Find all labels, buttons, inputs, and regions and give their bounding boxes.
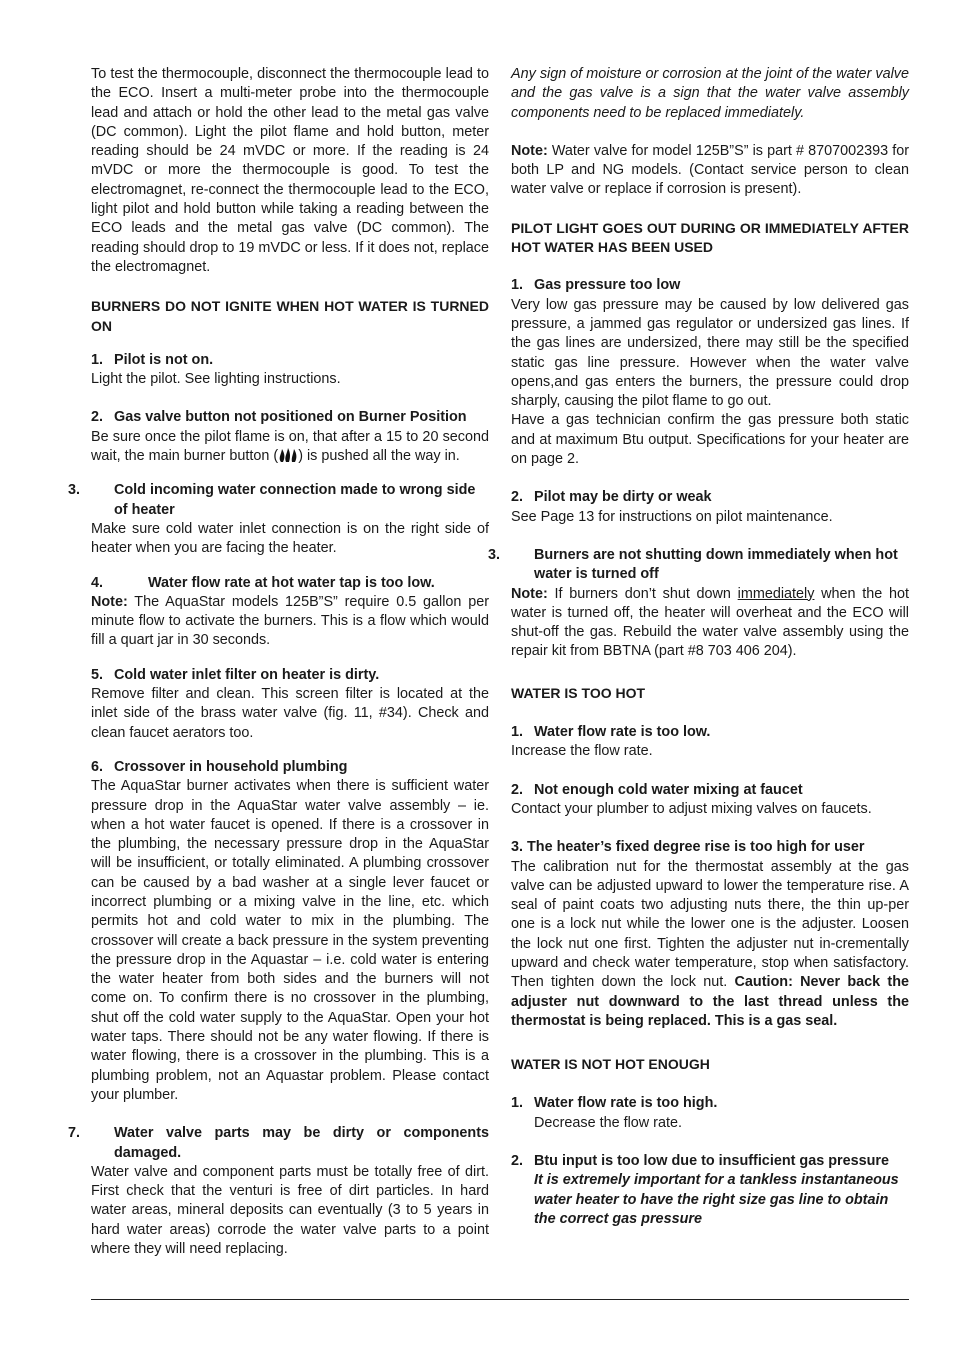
item-heading: 5. Cold water inlet filter on heater is dirty. [91, 666, 380, 683]
item-heading: 3. Burners are not shutting down immediately when hot water is turned off [488, 546, 898, 583]
corrosion-warning: Any sign of moisture or corrosion at the joint of the water valve and the gas valve is a sign that the water valve assembly components need to be replaced immediately. [511, 66, 909, 121]
item-heading: 1. Pilot is not on. [91, 351, 214, 368]
right-column [488, 65, 910, 1229]
item-body: The AquaStar burner activates when there is sufficient water pressure drop in the AquaStar water valve assembly – ie. when a hot water faucet is opened. If there is a crossover in the plumbing, the necessary pressure drop in the AquaStar will be insufficient, or totally eliminated. A plumbing crossover can be caused by a bad washer at a single lever faucet or incorrect plumbing or a mixing valve in the line, etc. which permits hot and cold water to mix in the plumbing. The crossover will create a back pressure in the system preventing the pressure drop in the Aquastar – i.e. cold water is entering the water heater from both sides and the burners will not come on. To confirm there is no crossover in the plumbing, shut off the cold water supply to the AquaStar. Open your hot water taps. There should not be any water flowing. If there is water flowing, there is a crossover in the plumbing. This is a plumbing problem, not an Aquastar problem. Please contact your plumber. [91, 778, 489, 1103]
item-body: Have a gas technician confirm the gas pressure both static and at maximum Btu output. Specifications for your heater are on page 2. [511, 412, 909, 468]
item-heading: 1. Water flow rate is too high. [511, 1095, 718, 1112]
item-heading: 4. Water flow rate at hot water tap is too low. [91, 574, 435, 591]
item-body: Be sure once the pilot flame is on, that after a 15 to 20 second wait, the main burner button ( ) is pushed all the way in. [91, 428, 489, 465]
section-water-not-hot-enough: WATER IS NOT HOT ENOUGH [511, 1056, 710, 1073]
left-column [68, 65, 489, 1259]
item-heading: 3. Cold incoming water connection made to wrong side of heater [68, 482, 476, 518]
item-heading: 1. Gas pressure too low [511, 277, 681, 294]
item-body: Note: If burners don’t shut down immediately when the hot water is turned off, the heater will overheat and the ECO will shut-off the gas. Rebuild the water valve assembly using the repair kit from BBTNA (part #8 703 406 204). [511, 585, 909, 660]
item-body: Contact your plumber to adjust mixing valves on faucets. [511, 800, 872, 817]
burner-flame-icon [278, 448, 298, 463]
item-body: The calibration nut for the thermostat assembly at the gas valve can be adjusted upward to lower the temperature rise. A seal of paint coats two adjusting nuts there, the thin up-per one is a lock nut while the lower one is the adjuster. Loosen the lock nut one first. Tighten the adjuster nut in-crementally upward and check water temperature, stop when satisfactory. Then tighten down the lock nut. Caution: Never back the adjuster nut downward to the last thread unless the thermostat is being replaced. This is a gas seal. [511, 858, 910, 1029]
item-heading: 1. Water flow rate is too low. [511, 724, 711, 741]
item-heading: 3. The heater’s fixed degree rise is too high for user [511, 839, 865, 856]
item-heading: 2. Not enough cold water mixing at faucet [511, 781, 803, 798]
item-body: Light the pilot. See lighting instructions. [91, 371, 341, 388]
item-heading: 2. Pilot may be dirty or weak [511, 489, 712, 506]
water-valve-note: Note: Water valve for model 125B”S” is part # 8707002393 for both LP and NG models. (Contact service person to clean water valve or replace if corrosion is present). [511, 142, 909, 198]
item-body: Increase the flow rate. [511, 743, 653, 760]
item-body: Decrease the flow rate. [534, 1114, 682, 1131]
section-burners-do-not-ignite: BURNERS DO NOT IGNITE WHEN HOT WATER IS TURNED ON [91, 298, 489, 334]
item-heading: 6. Crossover in household plumbing [91, 758, 348, 775]
item-body: Note: The AquaStar models 125B”S” require 0.5 gallon per minute flow to activate the burners. This is a flow which would fill a quart jar in 30 seconds. [91, 593, 489, 649]
section-pilot-light-goes-out: PILOT LIGHT GOES OUT DURING OR IMMEDIATELY AFTER HOT WATER HAS BEEN USED [511, 219, 909, 256]
item-body: Remove filter and clean. This screen filter is located at the inlet side of the brass water valve (fig. 11, #34). Check and clean faucet aerators too. [91, 686, 489, 741]
item-body: It is extremely important for a tankless instantaneous water heater to have the right size gas line to obtain the correct gas pressure [534, 1172, 899, 1227]
item-body: Water valve and component parts must be totally free of dirt. First check that the venturi is free of dirt particles. In hard water areas, mineral deposits can eventually (3 to 5 years in hard water areas) corrode the water valve parts to a point where they will need replacing. [91, 1163, 489, 1258]
item-body: See Page 13 for instructions on pilot maintenance. [511, 508, 833, 525]
footer-divider [91, 1299, 909, 1300]
item-heading: 2. Btu input is too low due to insufficient gas pressure [511, 1153, 889, 1170]
item-body: Very low gas pressure may be caused by low delivered gas pressure, a jammed gas regulator or undersized gas lines. If the gas lines are undersized, there may still be the specified static gas line pressure. However when the water valve opens,and gas enters the burners, the pressure could drop sharply, causing the pilot flame to go out. [511, 296, 909, 410]
item-heading: 2. Gas valve button not positioned on Burner Position [91, 409, 467, 426]
item-heading: 7. Water valve parts may be dirty or components damaged. [68, 1125, 489, 1161]
section-water-too-hot: WATER IS TOO HOT [511, 684, 646, 701]
caution-text: Caution: Never back the adjuster nut downward to the last thread unless the thermostat is being replaced. This is a gas seal. [511, 974, 910, 1029]
thermocouple-test-paragraph: To test the thermocouple, disconnect the thermocouple lead to the ECO. Insert a multi-meter probe into the thermocouple lead and attach or hold the other lead to the metal gas valve (DC common). Light the pilot flame and hold button, meter reading should be 24 mVDC or more. If the reading is 24 mVDC or more the thermocouple is good. To test the electromagnet, re-connect the thermocouple lead to the ECO, light pilot and hold button while taking a reading between the ECO leads and the metal gas valve (DC common). The reading should drop to 19 mVDC or less. If it does not, replace the electromagnet. [91, 66, 489, 275]
item-body: Make sure cold water inlet connection is on the right side of heater when you are facing the heater. [91, 520, 489, 557]
